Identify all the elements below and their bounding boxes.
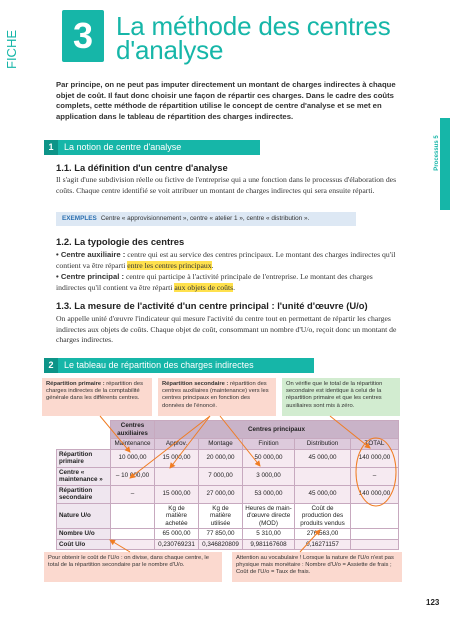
table-cell: 15 000,00: [155, 485, 199, 503]
row-label: Coût U/o: [57, 539, 111, 550]
subsection-1-3-text: On appelle unité d'œuvre l'indicateur qui mesure l'activité du centre tout en permettant de répartir les charges indirectes aux objets de coûts. Chaque objet de coût, consommant un nombre d'U/o, reçoit donc un montant de charges indirectes.: [56, 314, 397, 345]
table-cell: –: [111, 485, 155, 503]
centre-principal-text: centre qui participe à l'activité principale de l'entreprise. Le montant des charges indirectes qu'il contient va être réparti: [56, 272, 373, 292]
table-cell: 50 000,00: [243, 449, 295, 467]
table-cell: 140 000,00: [351, 485, 399, 503]
column-header: Montage: [199, 439, 243, 450]
section-1-title: La notion de centre d'analyse: [64, 142, 182, 152]
row-label: Nombre U/o: [57, 529, 111, 540]
table-cell: 140 000,00: [351, 449, 399, 467]
table-cell: 45 000,00: [295, 449, 351, 467]
highlight-objets-de-couts: aux objets de coûts: [174, 282, 234, 292]
note-primaire-text: répartition des charges indirectes de la comptabilité générale dans les différents centres.: [46, 381, 143, 402]
arrow-secondaire-3: [220, 416, 260, 466]
column-header: Finition: [243, 439, 295, 450]
column-header: Distribution: [295, 439, 351, 450]
column-header: Approv.: [155, 439, 199, 450]
table-cell: 9,981167608: [243, 539, 295, 550]
table-cell: 53 000,00: [243, 485, 295, 503]
table-cell: 65 000,00: [155, 529, 199, 540]
section-2-number: 2: [44, 358, 58, 373]
row-label: Nature U/o: [57, 503, 111, 529]
note-vocabulaire: Attention au vocabulaire ! Lorsque la nature de l'U/o n'est pas physique mais monétaire : Nombre d'U/o = Assiette de frais ; Coût de l'U/o = Taux de frais.: [232, 552, 402, 582]
arrow-verif: [330, 416, 370, 448]
table-cell: 15 000,00: [155, 449, 199, 467]
table-cell: 0,16271157: [295, 539, 351, 550]
section-1-number: 1: [44, 140, 58, 155]
table-cell: 3 000,00: [243, 467, 295, 485]
row-label: Répartition primaire: [57, 449, 111, 467]
total-circle: [356, 438, 396, 506]
highlight-centres-principaux: entre les centres principaux: [127, 260, 212, 270]
page-title: La méthode des centres d'analyse: [116, 11, 391, 65]
fiche-number: 3: [62, 10, 104, 62]
fiche-text: FICHE: [4, 30, 19, 69]
arrow-primaire: [100, 416, 130, 452]
subsection-1-1-title: 1.1. La définition d'un centre d'analyse: [56, 162, 228, 173]
table-cell: 27 000,00: [199, 485, 243, 503]
table-cell: 7 000,00: [199, 467, 243, 485]
note-secondaire-text: répartition des centres auxiliaires (maintenance) vers les centres principaux en fonction des données de l'énoncé.: [162, 381, 269, 409]
table-cell: – 10 000,00: [111, 467, 155, 485]
centre-auxiliaire-label: • Centre auxiliaire :: [56, 250, 126, 259]
row-label: Centre « maintenance »: [57, 467, 111, 485]
note-primaire-label: Répartition primaire :: [46, 381, 105, 387]
subsection-1-3-title: 1.3. La mesure de l'activité d'un centre principal : l'unité d'œuvre (U/o): [56, 300, 368, 311]
table-cell: 20 000,00: [199, 449, 243, 467]
intro-paragraph: Par principe, on ne peut pas imputer directement un montant de charges indirectes à chaque objet de coût. Il faut donc choisir une façon de répartir ces charges. Dans le cadre des coûts complets, cette méthode de répartition utilise le concept de centre d'analyse et se met en application dans le tableau de répartition des charges indirectes.: [56, 80, 396, 121]
table-cell: Heures de main-d'œuvre directe (MOD): [243, 503, 295, 529]
examples-label: EXEMPLES: [62, 215, 97, 222]
centre-auxiliaire-text: centre qui est au service des centres principaux. Le montant des charges indirectes qu'il contient va être réparti: [56, 250, 396, 270]
subsection-1-1-text: Il s'agit d'une subdivision réelle ou fictive de l'entreprise qui a une fonction dans le processus d'élaboration des coûts. Chaque centre identifié se voit attribuer un montant de charges indirectes qui sera ensuite réparti.: [56, 175, 397, 195]
note-secondaire-label: Répartition secondaire :: [162, 381, 229, 387]
centre-principal-label: • Centre principal :: [56, 272, 125, 281]
header-centres-principaux: Centres principaux: [155, 421, 399, 439]
column-header: TOTAL: [351, 439, 399, 450]
table-cell: 276 563,00: [295, 529, 351, 540]
table-cell: 45 000,00: [295, 485, 351, 503]
row-label: Répartition secondaire: [57, 485, 111, 503]
table-cell: 10 000,00: [111, 449, 155, 467]
column-header: Maintenance: [111, 439, 155, 450]
table-cell: 5 310,00: [243, 529, 295, 540]
table-cell: 0,346820809: [199, 539, 243, 550]
centre-principal-end: .: [233, 282, 235, 292]
subsection-1-2-title: 1.2. La typologie des centres: [56, 236, 185, 247]
arrow-vocab: [300, 530, 320, 552]
table-cell: Coût de production des produits vendus: [295, 503, 351, 529]
table-cell: 77 850,00: [199, 529, 243, 540]
side-tab-label: Processus 5: [434, 135, 440, 171]
arrow-secondaire: [130, 416, 210, 478]
page-number: 123: [426, 598, 440, 607]
examples-text: Centre « approvisionnement », centre « atelier 1 », centre « distribution ».: [100, 215, 310, 222]
table-cell: 0,230769231: [155, 539, 199, 550]
table-cell: Kg de matière achetée: [155, 503, 199, 529]
table-cell: –: [351, 467, 399, 485]
table-cell: Kg de matière utilisée: [199, 503, 243, 529]
centre-auxiliaire-end: .: [211, 260, 214, 270]
arrow-cout: [110, 540, 130, 552]
note-cout-uo: Pour obtenir le coût de l'U/o : on divise, dans chaque centre, le total de la répartition secondaire par le nombre d'U/o.: [44, 552, 222, 582]
header-centres-auxiliaires: Centres auxiliaires: [111, 421, 155, 439]
note-verification: On vérifie que le total de la répartition secondaire est identique à celui de la répartition primaire et que les centres auxiliaires sont mis à zéro.: [282, 378, 400, 416]
section-2-title: Le tableau de répartition des charges indirectes: [64, 360, 254, 370]
